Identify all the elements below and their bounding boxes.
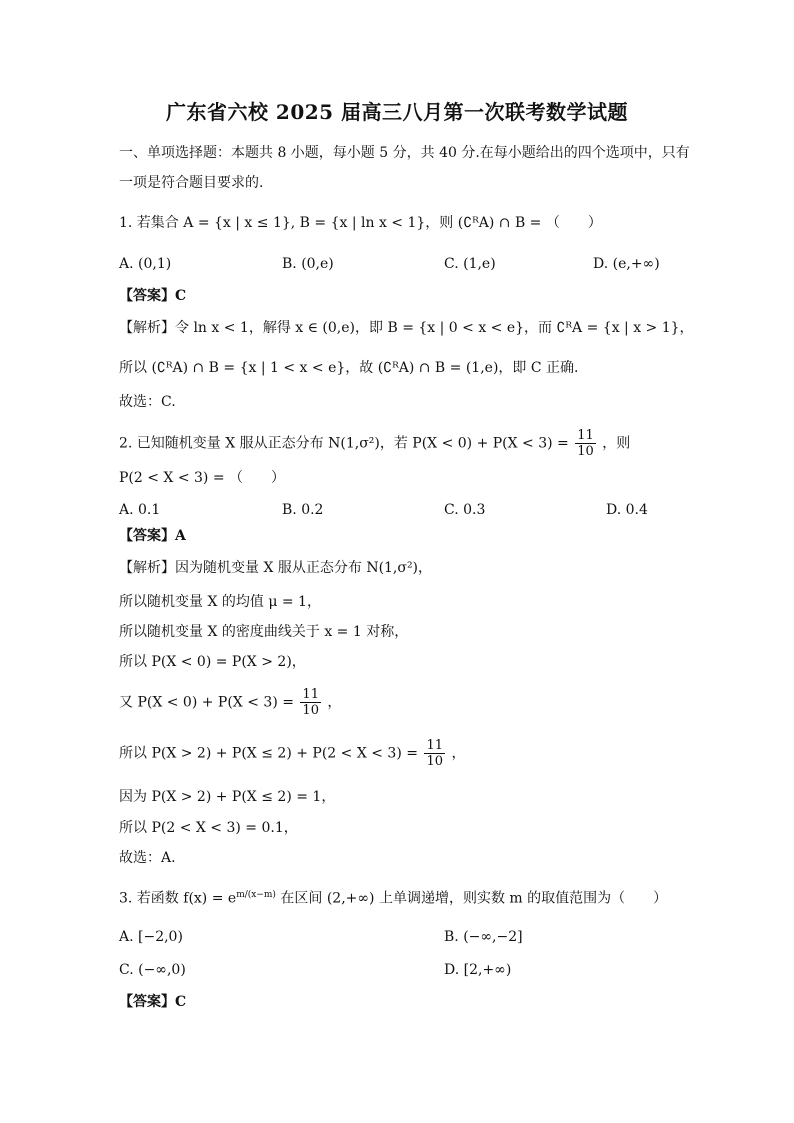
q2-analysis-line-4: 所以 P(X < 0) = P(X > 2)， (119, 654, 306, 670)
q1-analysis-line-2: 所以 (∁ᴿA) ∩ B = {x | 1 < x < e}，故 (∁ᴿA) ∩ B = (1,e)，即 C 正确. (119, 360, 579, 376)
q2-stem-text: 2. 已知随机变量 X 服从正态分布 N(1,σ²)，若 P(X < 0) + P(X < 3) = (119, 435, 569, 452)
fraction-numerator: 11 (577, 428, 594, 443)
q1-conclusion: 故选：C. (119, 394, 176, 410)
q3-option-c: C. (−∞,0) (119, 962, 186, 978)
q2-analysis-line-3: 所以随机变量 X 的密度曲线关于 x = 1 对称， (119, 624, 409, 640)
q3-stem-tail: 在区间 (2,+∞) 上单调递增，则实数 m 的取值范围为（ ） (275, 890, 668, 907)
q2-option-b: B. 0.2 (282, 502, 324, 518)
q2-option-c: C. 0.3 (444, 502, 486, 518)
q2-analysis-line-5 (119, 687, 341, 718)
fraction-numerator: 11 (426, 738, 443, 753)
q3-option-b: B. (−∞,−2] (444, 929, 523, 945)
fraction-denominator: 10 (426, 754, 443, 769)
q2-analysis-6-fraction (424, 738, 445, 769)
q3-option-d: D. [2,+∞) (444, 962, 512, 978)
q2-stem-tail: ，则 (602, 435, 631, 452)
q2-option-d: D. 0.4 (606, 502, 648, 518)
q2-stem-line-2: P(2 < X < 3) = （ ） (119, 470, 286, 486)
q3-option-a: A. [−2,0) (119, 929, 183, 945)
q3-stem-text: 3. 若函数 f(x) = e (119, 890, 237, 907)
q2-analysis-line-1: 【解析】因为随机变量 X 服从正态分布 N(1,σ²)， (119, 560, 433, 576)
q2-analysis-5-text: 又 P(X < 0) + P(X < 3) = (119, 694, 294, 711)
section-intro-line-2: 一项是符合题目要求的. (119, 175, 264, 191)
q3-exponent: m/(x−m) (236, 890, 276, 900)
q1-option-c: C. (1,e) (444, 256, 496, 272)
q1-answer: 【答案】C (119, 288, 187, 304)
fraction-denominator: 10 (302, 703, 319, 718)
q3-answer: 【答案】C (119, 994, 187, 1010)
fraction-numerator: 11 (302, 687, 319, 702)
q2-analysis-line-8: 所以 P(2 < X < 3) = 0.1， (119, 820, 298, 836)
section-intro-line-1: 一、单项选择题：本题共 8 小题，每小题 5 分，共 40 分.在每小题给出的四个选项中，只有 (119, 145, 690, 161)
q1-option-a: A. (0,1) (119, 256, 172, 272)
page-title: 广东省六校 2025 届高三八月第一次联考数学试题 (165, 100, 629, 124)
q2-stem-fraction (575, 428, 596, 459)
q2-analysis-6-text: 所以 P(X > 2) + P(X ≤ 2) + P(2 < X < 3) = (119, 745, 418, 762)
q2-analysis-line-6 (119, 738, 465, 769)
fraction-denominator: 10 (577, 444, 594, 459)
q2-analysis-5-tail: ， (327, 694, 342, 711)
q2-analysis-6-tail: ， (451, 745, 466, 762)
q1-option-d: D. (e,+∞) (593, 256, 660, 272)
q2-stem-line-1 (119, 428, 630, 459)
q2-analysis-line-2: 所以随机变量 X 的均值 μ = 1， (119, 594, 321, 610)
q3-stem (119, 885, 667, 909)
q2-answer: 【答案】A (119, 528, 186, 544)
q1-option-b: B. (0,e) (282, 256, 334, 272)
q2-option-a: A. 0.1 (119, 502, 161, 518)
q2-conclusion: 故选：A. (119, 850, 176, 866)
q2-analysis-line-7: 因为 P(X > 2) + P(X ≤ 2) = 1， (119, 789, 336, 805)
q1-analysis-line-1: 【解析】令 ln x < 1，解得 x ∈ (0,e)，即 B = {x | 0 < x < e}，而 ∁ᴿA = {x | x > 1}， (119, 320, 694, 336)
q2-analysis-5-fraction (300, 687, 321, 718)
q1-stem: 1. 若集合 A = {x | x ≤ 1}, B = {x | ln x < 1}，则 (∁ᴿA) ∩ B = （ ） (119, 215, 602, 231)
